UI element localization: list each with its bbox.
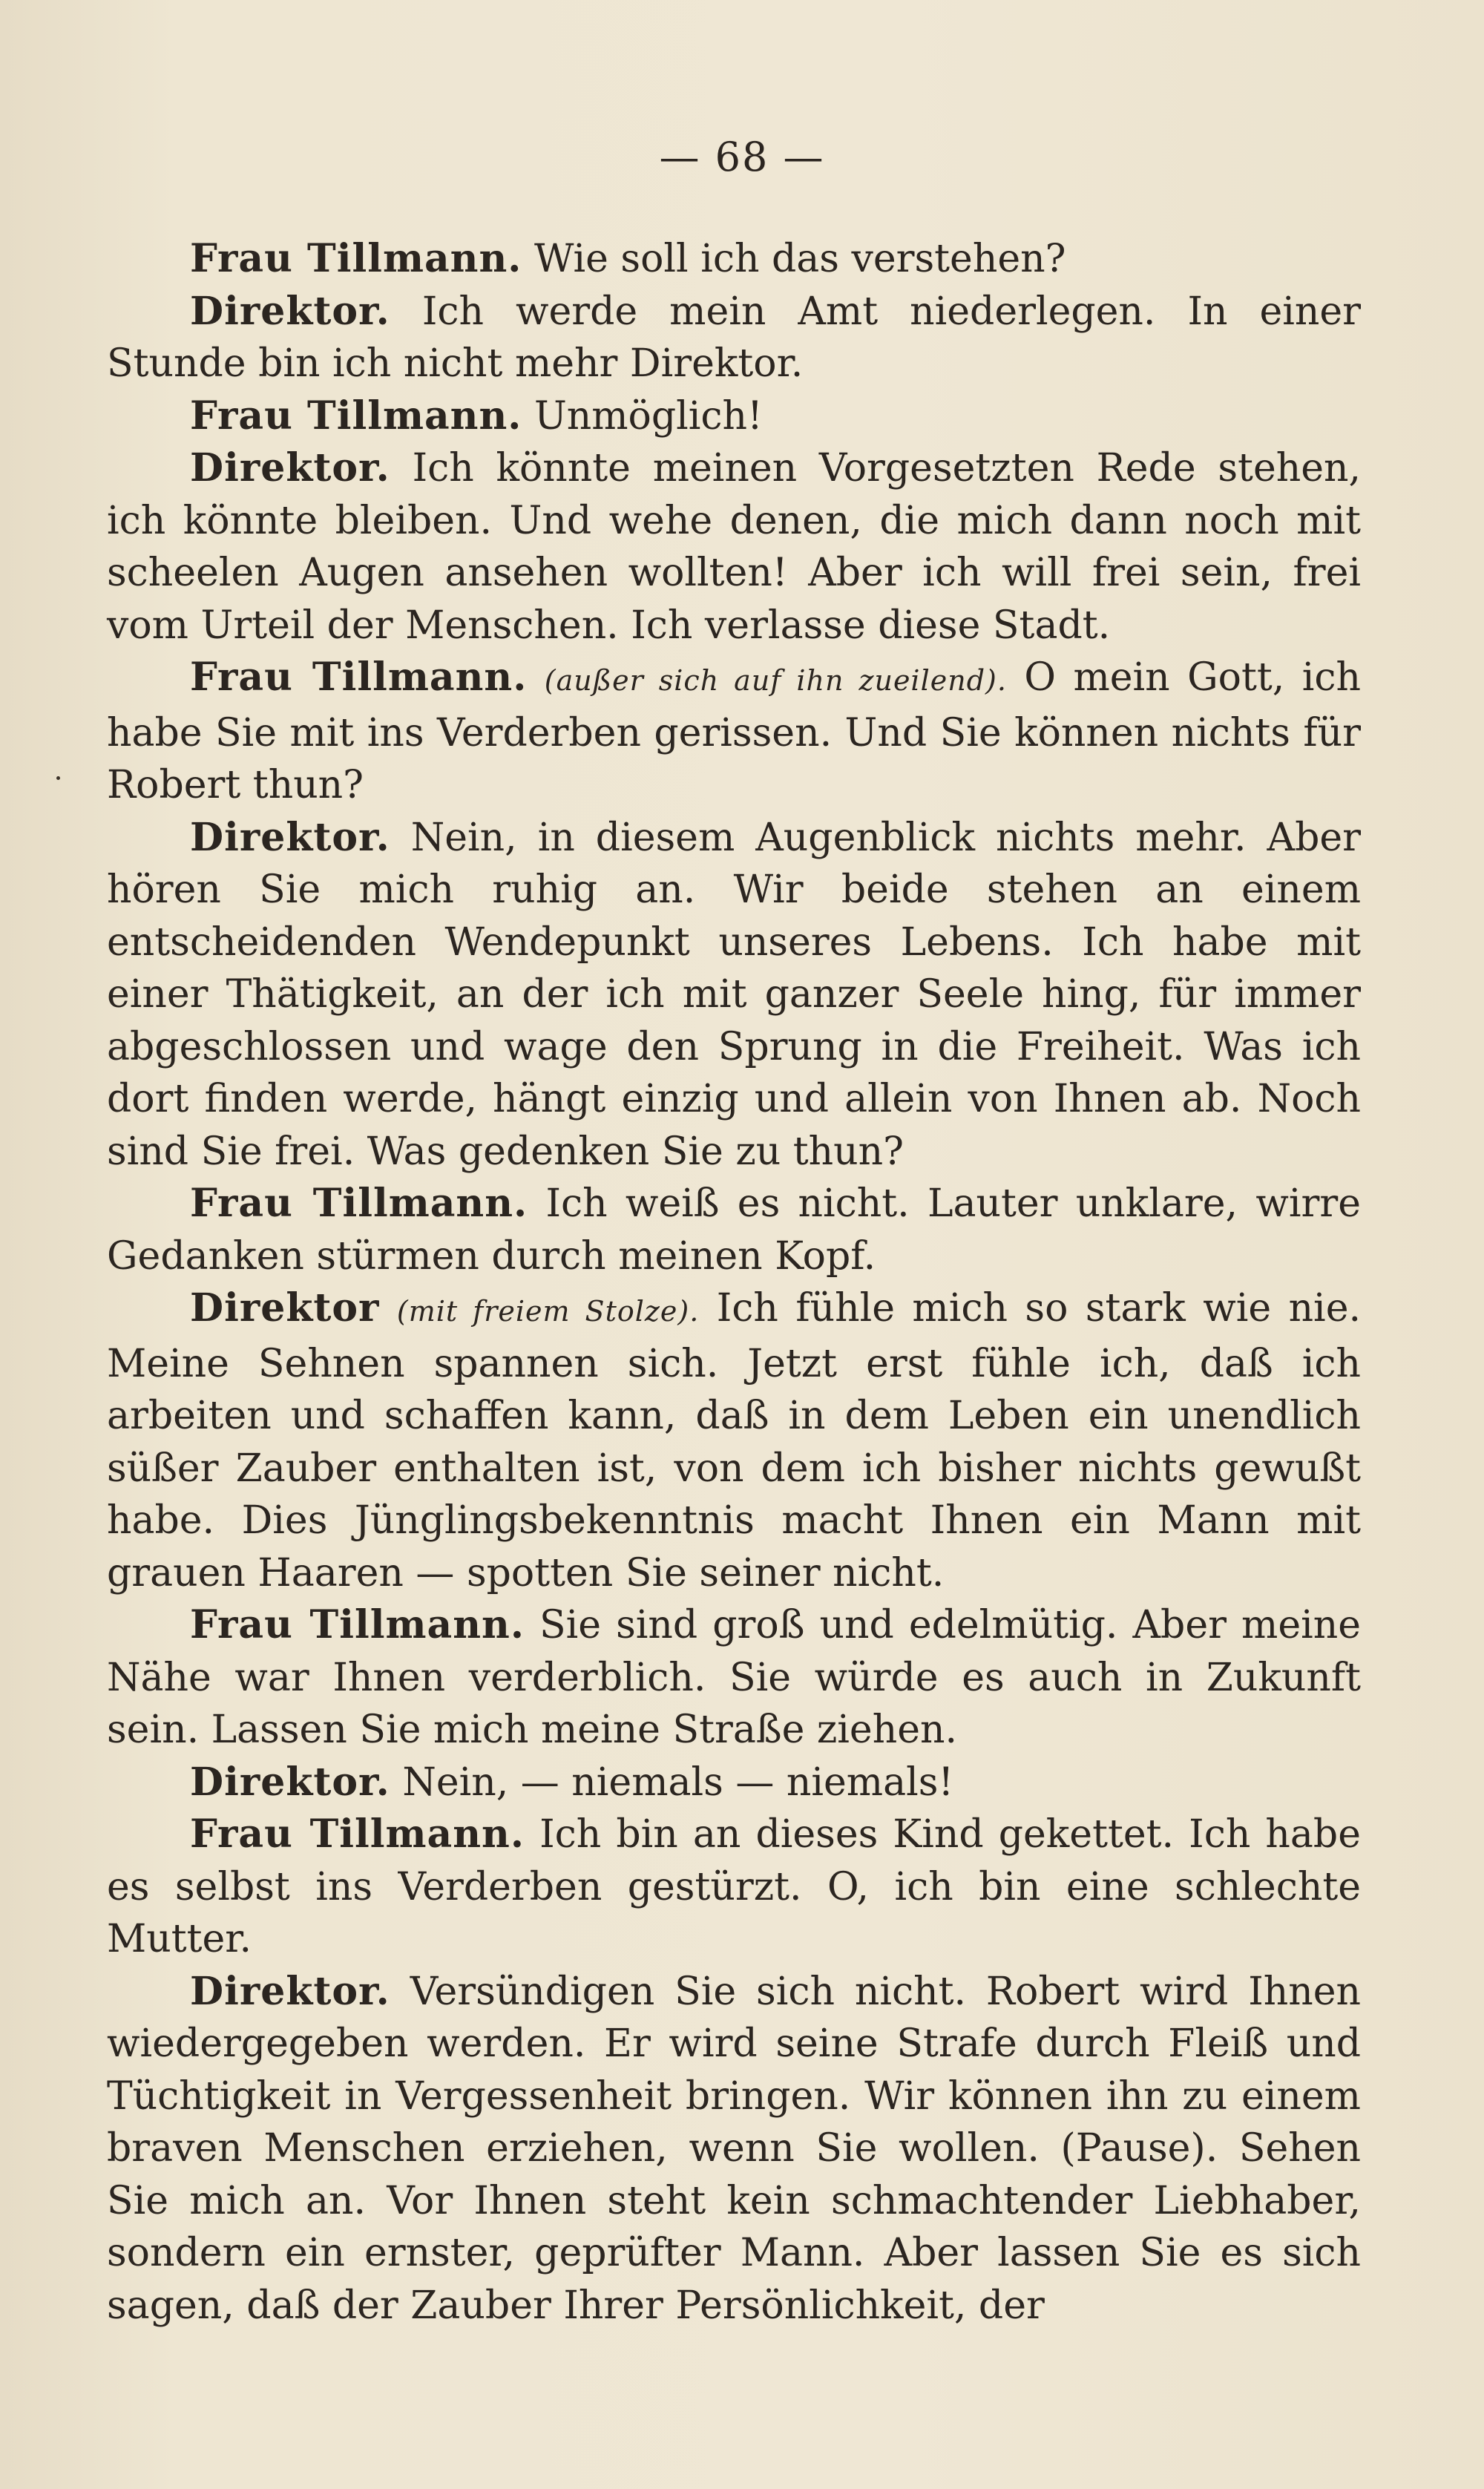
speaker-name: Direktor.	[190, 814, 390, 860]
speaker-name: Frau Tillmann.	[190, 655, 528, 700]
dialogue-paragraph	[107, 812, 1361, 1178]
spoken-text: Ich fühle mich so stark wie nie. Meine Sehnen spannen sich. Jetzt erst fühle ich, daß ich arbeiten und schaffen kann, daß in dem Leben ein unendlich süßer Zauber enthalten ist, von dem ich bisher nichts gewußt habe. Dies Jünglingsbekenntnis macht Ihnen ein Mann mit grauen Haaren — spotten Sie seiner nicht.	[107, 1286, 1361, 1596]
speaker-name: Direktor.	[190, 1759, 390, 1805]
spoken-text: Wie soll ich das verstehen?	[533, 237, 1066, 281]
dialogue-text	[107, 233, 1361, 2332]
dialogue-paragraph	[107, 1808, 1361, 1966]
dialogue-paragraph	[107, 1282, 1361, 1599]
spoken-text: Sie sind groß und edelmütig. Aber meine Nähe war Ihnen verderblich. Sie würde es auch in Zukunft sein. Lassen Sie mich meine Straße ziehen.	[107, 1603, 1361, 1752]
dialogue-paragraph	[107, 233, 1361, 286]
spoken-text: Ich könnte meinen Vorgesetzten Rede stehen, ich könnte bleiben. Und wehe denen, die mich dann noch mit scheelen Augen ansehen wollten! Aber ich will frei sein, frei vom Urteil der Menschen. Ich verlasse diese Stadt.	[107, 446, 1361, 648]
dialogue-paragraph	[107, 1757, 1361, 1809]
ink-speck	[56, 776, 60, 780]
speaker-name: Frau Tillmann.	[190, 1602, 525, 1647]
speaker-name: Frau Tillmann.	[190, 236, 522, 281]
spoken-text: Ich werde mein Amt niederlegen. In einer Stunde bin ich nicht mehr Direktor.	[107, 289, 1361, 386]
dialogue-paragraph	[107, 390, 1361, 443]
dialogue-paragraph	[107, 286, 1361, 390]
speaker-name: Frau Tillmann.	[190, 1181, 528, 1226]
speaker-name: Direktor.	[190, 1968, 390, 2014]
stage-direction: (mit freiem Stolze).	[396, 1295, 700, 1328]
dialogue-paragraph	[107, 442, 1361, 652]
speaker-name: Direktor.	[190, 445, 390, 491]
spoken-text: Unmöglich!	[533, 393, 763, 439]
dialogue-paragraph	[107, 652, 1361, 812]
speaker-name: Direktor	[190, 1285, 380, 1331]
dialogue-paragraph	[107, 1599, 1361, 1757]
dialogue-paragraph	[107, 1178, 1361, 1282]
spoken-text: Nein, in diesem Augenblick nichts mehr. Aber hören Sie mich ruhig an. Wir beide stehen an einem entscheidenden Wendepunkt unseres Lebens. Ich habe mit einer Thätigkeit, an der ich mit ganzer Seele hing, für immer abgeschlossen und wage den Sprung in die Freiheit. Was ich dort finden werde, hängt einzig und allein von Ihnen ab. Noch sind Sie frei. Was gedenken Sie zu thun?	[107, 815, 1361, 1174]
spoken-text: Versündigen Sie sich nicht. Robert wird Ihnen wiedergegeben werden. Er wird seine Strafe durch Fleiß und Tüchtigkeit in Vergessenheit bringen. Wir können ihn zu einem braven Menschen erziehen, wenn Sie wollen. (Pause). Sehen Sie mich an. Vor Ihnen steht kein schmachtender Liebhaber, sondern ein ernster, geprüfter Mann. Aber lassen Sie es sich sagen, daß der Zauber Ihrer Persönlichkeit, der	[107, 1969, 1361, 2328]
spoken-text: Ich bin an dieses Kind gekettet. Ich habe es selbst ins Verderben gestürzt. O, ich bin eine schlechte Mutter.	[107, 1812, 1361, 1961]
spoken-text: Nein, — niemals — niemals!	[402, 1760, 954, 1805]
speaker-name: Direktor.	[190, 288, 390, 334]
spoken-text: Ich weiß es nicht. Lauter unklare, wirre Gedanken stürmen durch meinen Kopf.	[107, 1181, 1361, 1279]
spoken-text: O mein Gott, ich habe Sie mit ins Verderben gerissen. Und Sie können nichts für Robert thun?	[107, 655, 1361, 807]
stage-direction: (außer sich auf ihn zueilend).	[544, 664, 1007, 697]
page-number: — 68 —	[659, 134, 825, 180]
speaker-name: Frau Tillmann.	[190, 393, 522, 439]
dialogue-paragraph	[107, 1966, 1361, 2332]
speaker-name: Frau Tillmann.	[190, 1811, 525, 1857]
